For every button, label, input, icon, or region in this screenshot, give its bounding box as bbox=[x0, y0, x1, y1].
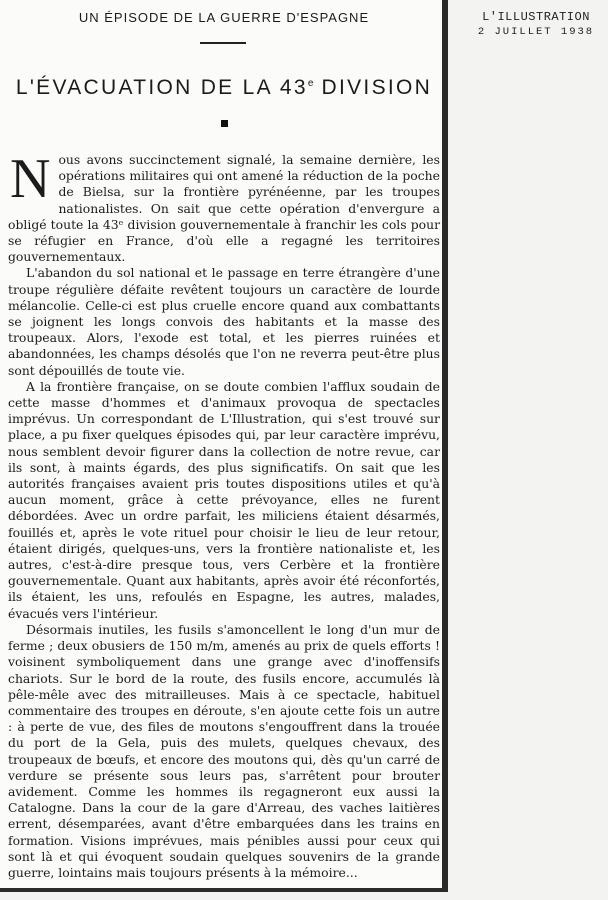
title-main: L'ÉVACUATION DE LA 43 bbox=[15, 76, 308, 99]
journal-stamp bbox=[470, 10, 602, 40]
paragraph-4: Désormais inutiles, les fusils s'amoncellent le long d'un mur de ferme ; deux obusiers de 150 m/m, amenés au prix de quels efforts ! voisinent symboliquement dans une grange avec d'inoffensifs chariots. Sur le bord de la route, des fusils encore, accumulés là pêle-mêle avec des mitrailleuses. Mais à ce spectacle, habituel commentaire des troupes en déroute, s'en ajoute cette fois un autre : à perte de vue, des files de moutons s'engouffrent dans la trouée du port de la Gela, puis des mulets, quelques chevaux, des troupeaux de bœufs, et encore des moutons qui, dès qu'un carré de verdure se présente sous leurs pas, s'arrêtent pour brouter avidement. Comme les hommes ils regagneront eux aussi la Catalogne. Dans la cour de la gare d'Arreau, des vaches laitières errent, désemparées, avant d'être embarquées dans les trains en formation. Visions imprévues, mais pénibles aussi pour ceux qui sont là et qui évoquent soudain quelques souvenirs de la grande guerre, lointains mais toujours présents à la mémoire... bbox=[8, 621, 440, 880]
paragraph-2: L'abandon du sol national et le passage en terre étrangère d'une troupe régulière défaite revêtent toujours un caractère de lourde mélancolie. Celle-ci est plus cruelle encore quand aux combattants se joignent les longs convois des habitants et la masse des troupeaux. Alors, l'exode est total, et les pierres ruinées et abandonnées, les champs désolés que l'on ne reverra peut-être plus sont dépouillés de toute vie. bbox=[8, 265, 440, 378]
title-end: DIVISION bbox=[313, 76, 433, 99]
article-body bbox=[8, 148, 440, 881]
paragraph-3: A la frontière française, on se doute combien l'afflux soudain de cette masse d'hommes et d'animaux provoqua de spectacles imprévus. Un correspondant de L'Illustration, qui s'est trouvé sur place, a pu fixer quelques épisodes qui, par leur caractère imprévu, nous semblent devoir figurer dans la collection de notre revue, car ils sont, à maints égards, des plus significatifs. On sait que les autorités françaises avaient pris toutes dispositions utiles et qu'à aucun moment, grâce à cette prévoyance, elles ne furent débordées. Avec un ordre parfait, les miliciens étaient désarmés, fouillés et, après le vote rituel pour choisir le lieu de leur retour, étaient dirigés, quelques-uns, vers la frontière nationaliste et, les autres, c'est-à-dire presque tous, vers Cerbère et la frontière gouvernementale. Quant aux habitants, après avoir été réconfortés, ils étaient, les uns, refoulés en Espagne, les autres, malades, évacués vers l'intérieur. bbox=[8, 378, 440, 621]
title-superscript: e bbox=[307, 78, 314, 89]
article-title bbox=[0, 76, 448, 100]
ornament-square-icon bbox=[221, 120, 228, 127]
paragraph-1 bbox=[8, 148, 440, 265]
paragraph-1-text: ous avons succinctement signalé, la semaine dernière, les opérations militaires qui ont amené la réduction de la poche de Bielsa, sur la frontière pyrénéenne, par les troupes nationalistes. On sait que cette opération d'envergure a obligé toute la 43ᵉ division gouvernementale à franchir les cols pour se réfugier en France, d'où elle a regagné les territoires gouvernementaux. bbox=[8, 152, 440, 265]
journal-name: L'ILLUSTRATION bbox=[482, 10, 590, 24]
header-rule bbox=[200, 42, 246, 44]
journal-date: 2 JUILLET 1938 bbox=[477, 26, 595, 38]
drop-cap: N bbox=[10, 148, 51, 210]
section-kicker: UN ÉPISODE DE LA GUERRE D'ESPAGNE bbox=[78, 10, 370, 25]
